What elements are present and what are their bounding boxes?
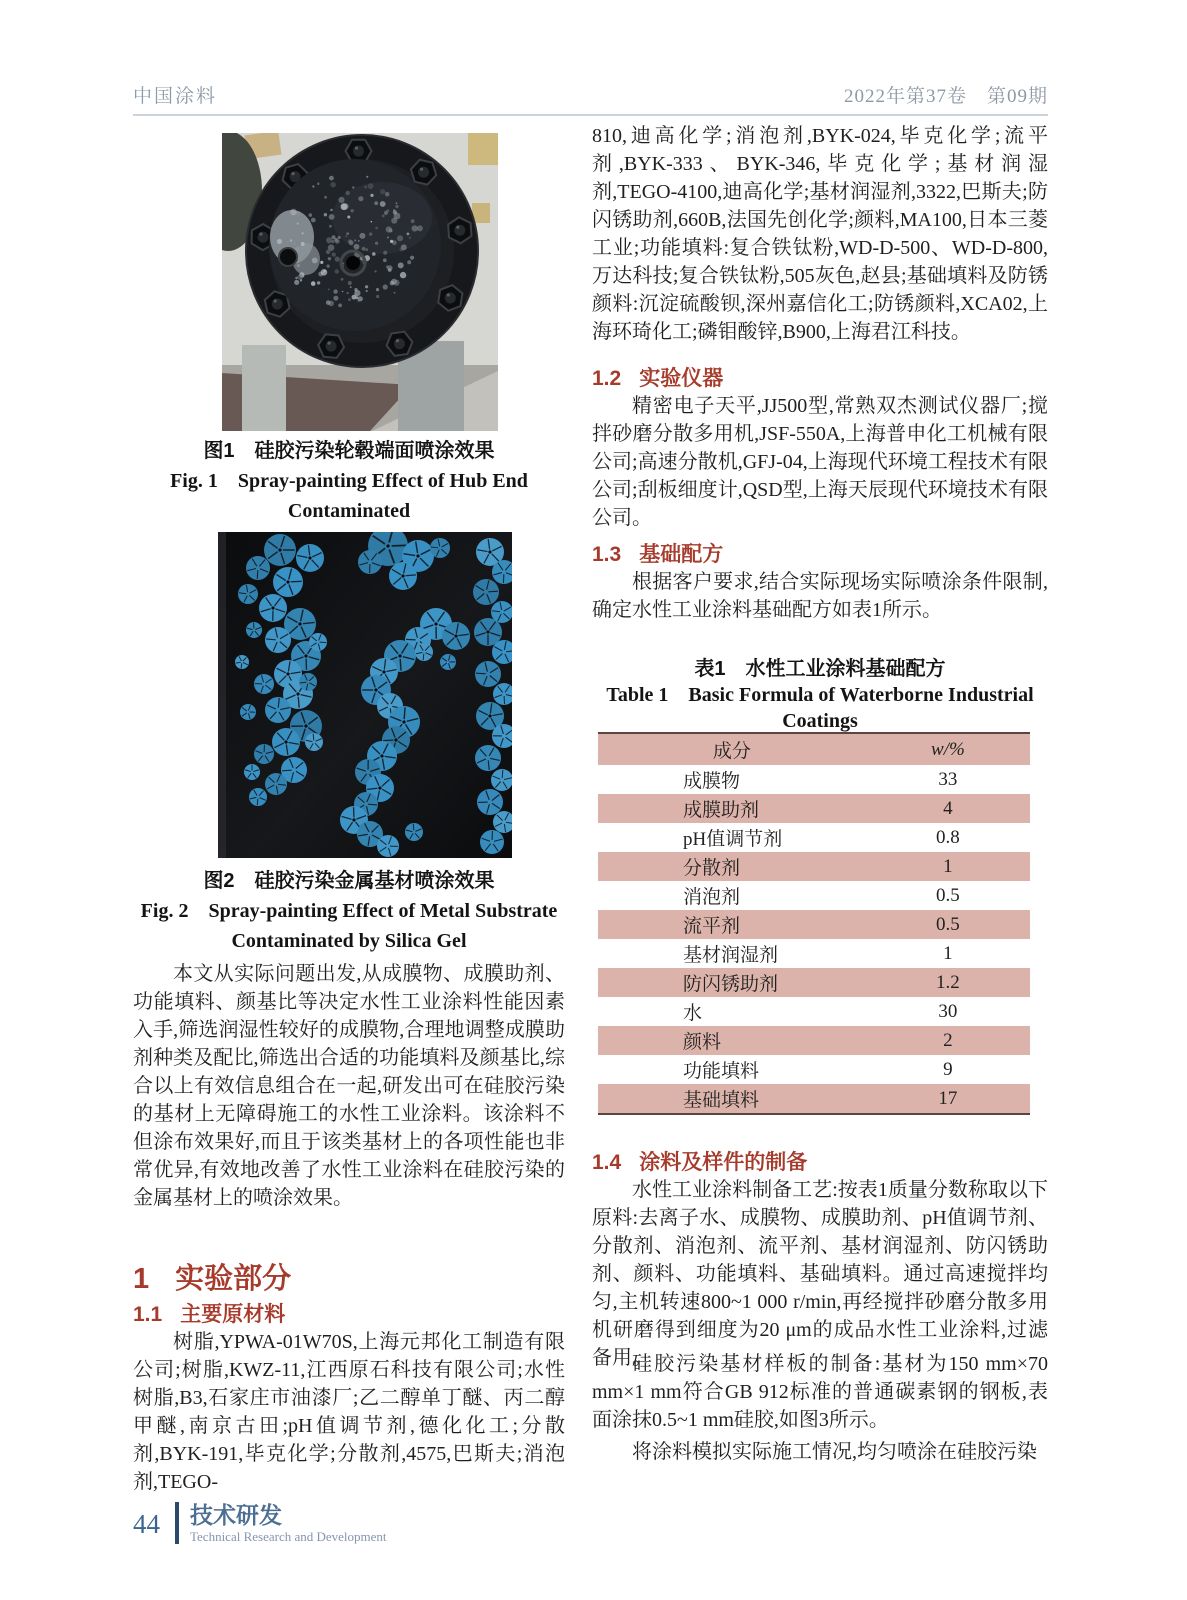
cell-component: 成膜助剂 (683, 800, 760, 821)
table1-header (598, 733, 1030, 765)
section-1-3-number: 1.3 (592, 543, 622, 566)
figure1-photo (222, 133, 498, 431)
cell-value: 0.5 (936, 884, 960, 906)
figure2-caption-cn: 图2 硅胶污染金属基材喷涂效果 (203, 870, 495, 892)
figure2-caption-en: Fig. 2 Spray-painting Effect of Metal Substrate (140, 900, 558, 922)
table-row (598, 765, 1030, 794)
section-1-3-title: 基础配方 (639, 543, 724, 566)
journal-name: 中国涂料 (133, 86, 218, 107)
cell-value: 30 (938, 1000, 958, 1022)
table1-caption-en2: Coatings (782, 710, 858, 732)
table1 (598, 732, 1030, 1115)
cell-component: 水 (683, 1003, 703, 1024)
section-1-1-number: 1.1 (133, 1303, 163, 1326)
table-row (598, 1026, 1030, 1055)
cell-value: 1 (943, 942, 953, 964)
cell-component: pH值调节剂 (683, 829, 783, 850)
section-1-4-heading (592, 1146, 807, 1176)
section-1-3-paragraph: 根据客户要求,结合实际现场实际喷涂条件限制,确定水性工业涂料基础配方如表1所示。 (592, 571, 1048, 621)
cell-component: 分散剂 (683, 858, 741, 879)
section-1-2-paragraph: 精密电子天平,JJ500型,常熟双杰测试仪器厂;搅拌砂磨分散多用机,JSF-550A,上海普申化工机械有限公司;高速分散机,GFJ-04,上海现代环境工程技术有限公司;刮板细度计,QSD型,上海天辰现代环境技术有限公司。 (592, 395, 1048, 529)
cell-value: 0.5 (936, 913, 960, 935)
cell-value: 33 (938, 768, 958, 790)
page-header (133, 76, 1048, 116)
table-header-row (598, 733, 1030, 765)
section-1-2-title: 实验仪器 (639, 367, 724, 390)
continued-paragraph: 810,迪高化学;消泡剂,BYK-024,毕克化学;流平剂,BYK-333、BYK-346,毕克化学;基材润湿剂,TEGO-4100,迪高化学;基材润湿剂,3322,巴斯夫;防闪锈助剂,660B,法国先创化学;颜料,MA100,日本三菱工业;功能填料:复合铁钛粉,WD-D-500、WD-D-800,万达科技;复合铁钛粉,505灰色,赵县;基础填料及防锈颜料:沉淀硫酸钡,深州嘉信化工;防锈颜料,XCA02,上海环琦化工;磷钼酸锌,B900,上海君江科技。 (592, 125, 1048, 343)
section-1-4-paragraph1: 水性工业涂料制备工艺:按表1质量分数称取以下原料:去离子水、成膜物、成膜助剂、pH值调节剂、分散剂、消泡剂、流平剂、基材润湿剂、防闪锈助剂、颜料、功能填料、基础填料。通过高速搅拌均匀,主机转速800~1 000 r/min,再经搅拌砂磨分散多用机研磨得到细度为20 μm的成品水性工业涂料,过滤备用。 (592, 1179, 1048, 1369)
footer-divider-bar (175, 1502, 179, 1544)
cell-component: 防闪锈助剂 (683, 974, 779, 995)
section-1-4-number: 1.4 (592, 1151, 622, 1174)
table-row (598, 881, 1030, 910)
column-header-value: w/% (931, 738, 965, 760)
figure1-caption-cn: 图1 硅胶污染轮毂端面喷涂效果 (203, 440, 495, 462)
table1-caption-cn: 表1 水性工业涂料基础配方 (694, 658, 946, 680)
cell-component: 流平剂 (683, 916, 741, 937)
figure2-photo (218, 532, 512, 858)
cell-component: 功能填料 (683, 1061, 760, 1082)
cell-component: 消泡剂 (683, 887, 741, 908)
section-1-title: 实验部分 (175, 1263, 292, 1295)
cell-value: 1.2 (936, 971, 960, 993)
cell-value: 17 (938, 1087, 958, 1109)
page-number: 44 (133, 1509, 160, 1539)
table-row (598, 1084, 1030, 1114)
section-1-number: 1 (133, 1263, 150, 1295)
table-row (598, 1055, 1030, 1084)
cell-component: 成膜物 (683, 771, 741, 792)
figure2-caption-en2: Contaminated by Silica Gel (231, 930, 467, 952)
section-1-1-heading (133, 1298, 285, 1328)
footer-section (190, 1502, 387, 1545)
table-row (598, 910, 1030, 939)
table-row (598, 852, 1030, 881)
section-1-heading (133, 1256, 291, 1297)
table-row (598, 794, 1030, 823)
cell-component: 基材润湿剂 (683, 945, 779, 966)
table-row (598, 997, 1030, 1026)
figure2-caption (133, 866, 565, 956)
materials-paragraph: 树脂,YPWA-01W70S,上海元邦化工制造有限公司;树脂,KWZ-11,江西原石科技有限公司;水性树脂,B3,石家庄市油漆厂;乙二醇单丁醚、丙二醇甲醚,南京古田;pH值调节剂,德化化工;分散剂,BYK-191,毕克化学;分散剂,4575,巴斯夫;消泡剂,TEGO- (133, 1331, 565, 1493)
section-1-1-title: 主要原材料 (180, 1303, 286, 1326)
table-row (598, 823, 1030, 852)
cell-value: 9 (943, 1058, 953, 1080)
section-1-4-paragraph3: 将涂料模拟实际施工情况,均匀喷涂在硅胶污染 (632, 1441, 1037, 1463)
section-1-2-heading (592, 362, 723, 392)
column-header-component: 成分 (712, 741, 751, 762)
table-row (598, 968, 1030, 997)
page-footer (133, 1502, 387, 1545)
cell-component: 颜料 (683, 1032, 722, 1053)
footer-section-en: Technical Research and Development (190, 1529, 387, 1544)
cell-value: 0.8 (936, 826, 960, 848)
cell-value: 4 (943, 797, 953, 819)
table-row (598, 939, 1030, 968)
table1-caption-en: Table 1 Basic Formula of Waterborne Industrial (606, 684, 1034, 706)
footer-section-cn: 技术研发 (190, 1502, 282, 1528)
figure1-caption-en: Fig. 1 Spray-painting Effect of Hub End Contaminated (170, 470, 528, 522)
section-1-3-heading (592, 538, 723, 568)
section-1-4-title: 涂料及样件的制备 (639, 1151, 808, 1174)
issue-info: 2022年第37卷 第09期 (843, 86, 1048, 107)
cell-value: 1 (943, 855, 953, 877)
section-1-2-number: 1.2 (592, 367, 622, 390)
table1-caption (592, 656, 1048, 734)
intro-paragraph: 本文从实际问题出发,从成膜物、成膜助剂、功能填料、颜基比等决定水性工业涂料性能因素入手,筛选润湿性较好的成膜物,合理地调整成膜助剂种类及配比,筛选出合适的功能填料及颜基比,综合以上有效信息组合在一起,研发出可在硅胶污染的基材上无障碍施工的水性工业涂料。该涂料不但涂布效果好,而且于该类基材上的各项性能也非常优异,有效地改善了水性工业涂料在硅胶污染的金属基材上的喷涂效果。 (133, 963, 565, 1209)
table1-body (598, 765, 1030, 1114)
cell-component: 基础填料 (683, 1090, 760, 1111)
cell-value: 2 (943, 1029, 953, 1051)
section-1-4-paragraph2: 硅胶污染基材样板的制备:基材为150 mm×70 mm×1 mm符合GB 912标准的普通碳素钢的钢板,表面涂抹0.5~1 mm硅胶,如图3所示。 (592, 1353, 1048, 1431)
